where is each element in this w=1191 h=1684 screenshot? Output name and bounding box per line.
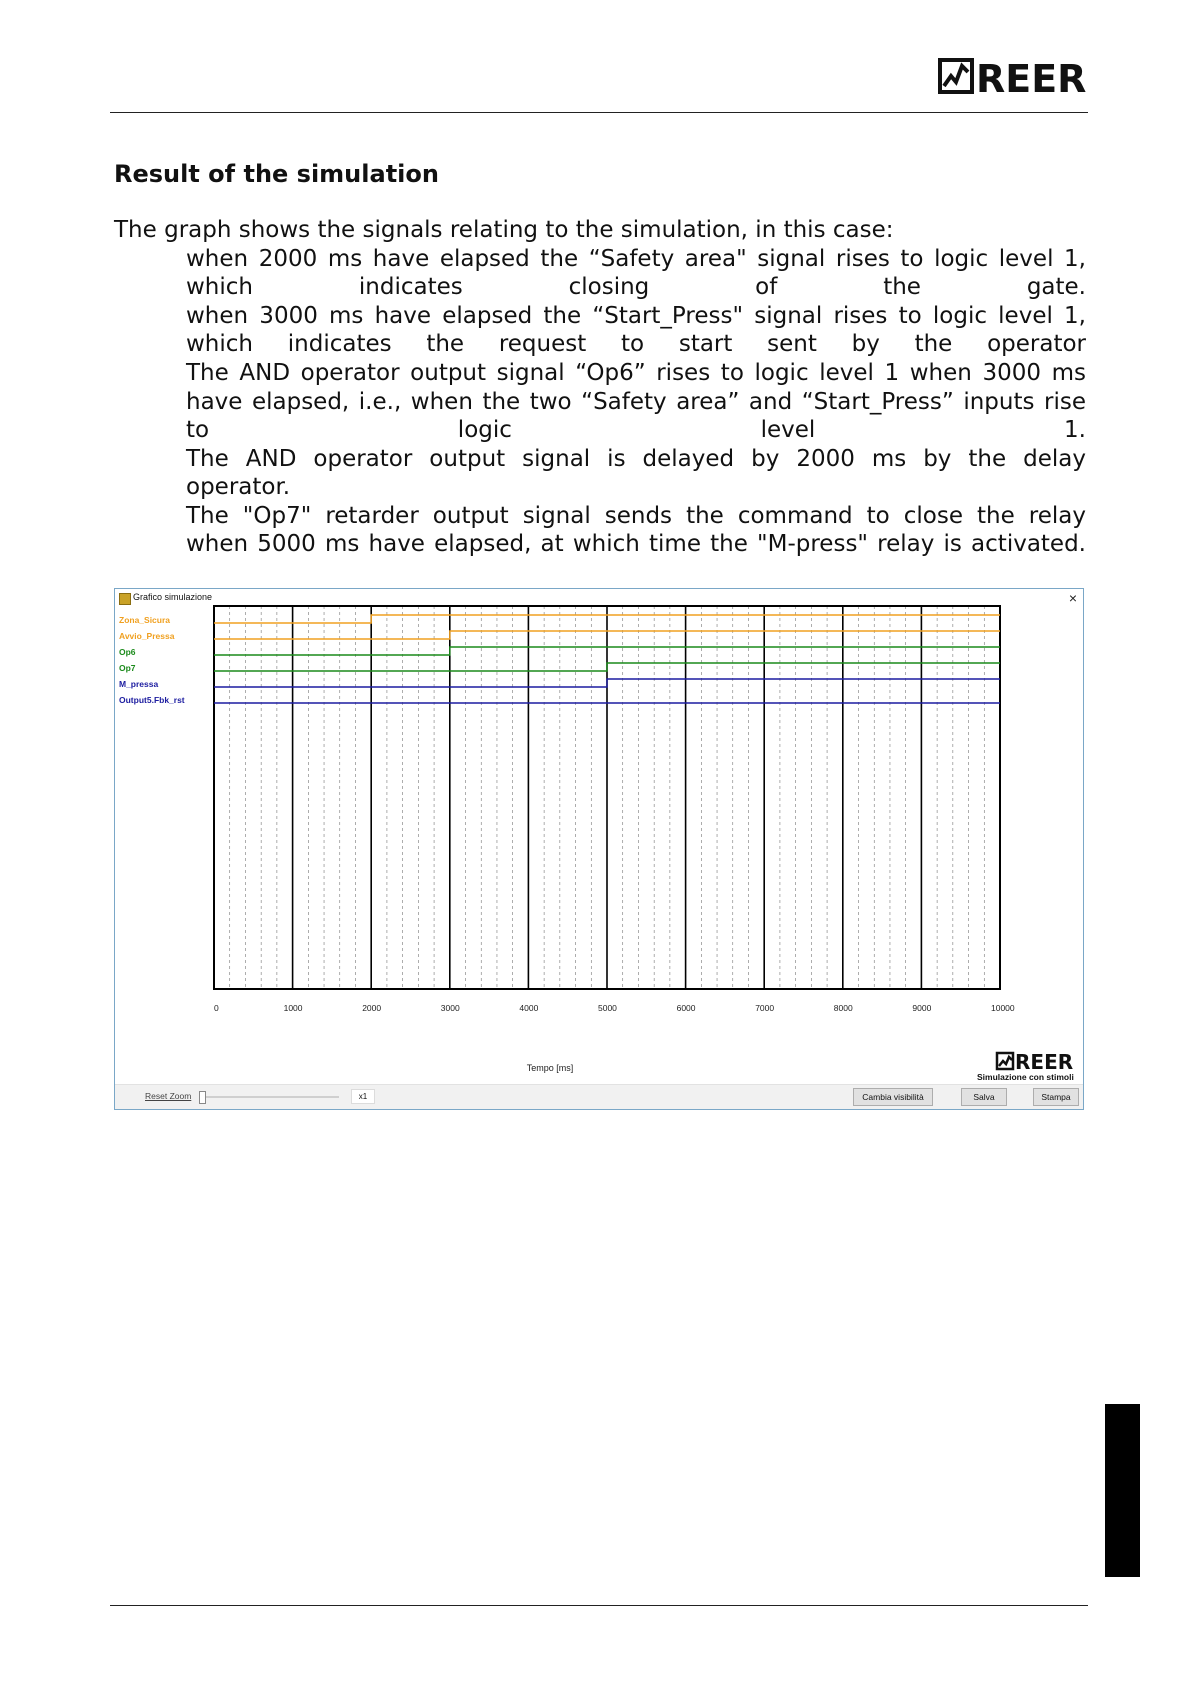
simulation-window: [114, 588, 1084, 1110]
x-tick-label: 4000: [519, 1003, 539, 1013]
paragraph-text: which indicates closing of the gate.: [186, 274, 1086, 300]
paragraph-text: which indicates the request to start sent by the operator: [186, 331, 1086, 357]
x-tick-label: 2000: [362, 1003, 382, 1013]
paragraph-text: to logic level 1.: [186, 417, 1086, 443]
x-tick-label: 3000: [440, 1003, 460, 1013]
footer-rule: [110, 1605, 1088, 1606]
logo-caption: Simulazione con stimoli: [977, 1072, 1074, 1082]
reer-logo-sim-text: REER: [1015, 1051, 1074, 1074]
section-title: Result of the simulation: [114, 160, 439, 188]
signal-trace: [214, 663, 1000, 671]
paragraph-op7-end: [186, 530, 1086, 587]
reer-logo-text: REER: [976, 57, 1087, 101]
legend-item: M_pressa: [119, 679, 159, 689]
zoom-value: x1: [351, 1089, 375, 1104]
legend-item: Zona_Sicura: [119, 615, 171, 625]
legend-item: Op7: [119, 663, 136, 673]
legend-item: Avvio_Pressa: [119, 631, 175, 641]
x-axis-label: Tempo [ms]: [526, 1063, 574, 1073]
x-tick-label: 10000: [991, 1003, 1015, 1013]
header-rule: [110, 112, 1088, 113]
zoom-slider[interactable]: [199, 1091, 339, 1103]
reset-zoom-link[interactable]: Reset Zoom: [145, 1091, 192, 1101]
paragraph-text: operator.: [186, 474, 291, 500]
timing-chart: [115, 589, 1083, 1109]
print-button[interactable]: Stampa: [1033, 1088, 1079, 1106]
x-tick-label: 1000: [283, 1003, 303, 1013]
paragraph-text: when 5000 ms have elapsed, at which time the "M-press" relay is activated.: [186, 531, 1086, 557]
paragraph-text: when 3000 ms have elapsed the “Start_Press" signal rises to logic level 1,: [186, 303, 1086, 329]
zoom-track: [199, 1096, 339, 1098]
paragraph-text: The AND operator output signal “Op6” rises to logic level 1 when 3000 ms have elapsed, i.e., when the two “Safety area” and “Start_Press” inputs rise: [186, 360, 1086, 415]
paragraph-text: when 2000 ms have elapsed the “Safety area" signal rises to logic level 1,: [186, 246, 1086, 272]
intro-text: The graph shows the signals relating to the simulation, in this case:: [114, 217, 894, 243]
zoom-handle[interactable]: [199, 1091, 206, 1104]
signal-trace: [214, 679, 1000, 687]
x-tick-label: 0: [214, 1003, 219, 1013]
side-tab: [1105, 1404, 1140, 1577]
save-button[interactable]: Salva: [961, 1088, 1007, 1106]
x-tick-label: 6000: [676, 1003, 696, 1013]
x-tick-label: 8000: [833, 1003, 853, 1013]
close-icon[interactable]: ×: [1068, 590, 1077, 606]
bottom-toolbar: [115, 1084, 1083, 1109]
x-tick-label: 5000: [598, 1003, 617, 1013]
legend-item: Op6: [119, 647, 136, 657]
legend-item: Output5.Fbk_rst: [119, 695, 185, 705]
paragraph-text: The "Op7" retarder output signal sends the command to close the relay: [186, 503, 1086, 529]
change-visibility-button[interactable]: Cambia visibilità: [853, 1088, 933, 1106]
paragraph-text: The AND operator output signal is delayed by 2000 ms by the delay: [186, 446, 1086, 472]
x-tick-label: 9000: [912, 1003, 932, 1013]
window-title: Grafico simulazione: [133, 592, 213, 602]
x-tick-label: 7000: [755, 1003, 775, 1013]
reer-logo-header: [938, 52, 1088, 104]
